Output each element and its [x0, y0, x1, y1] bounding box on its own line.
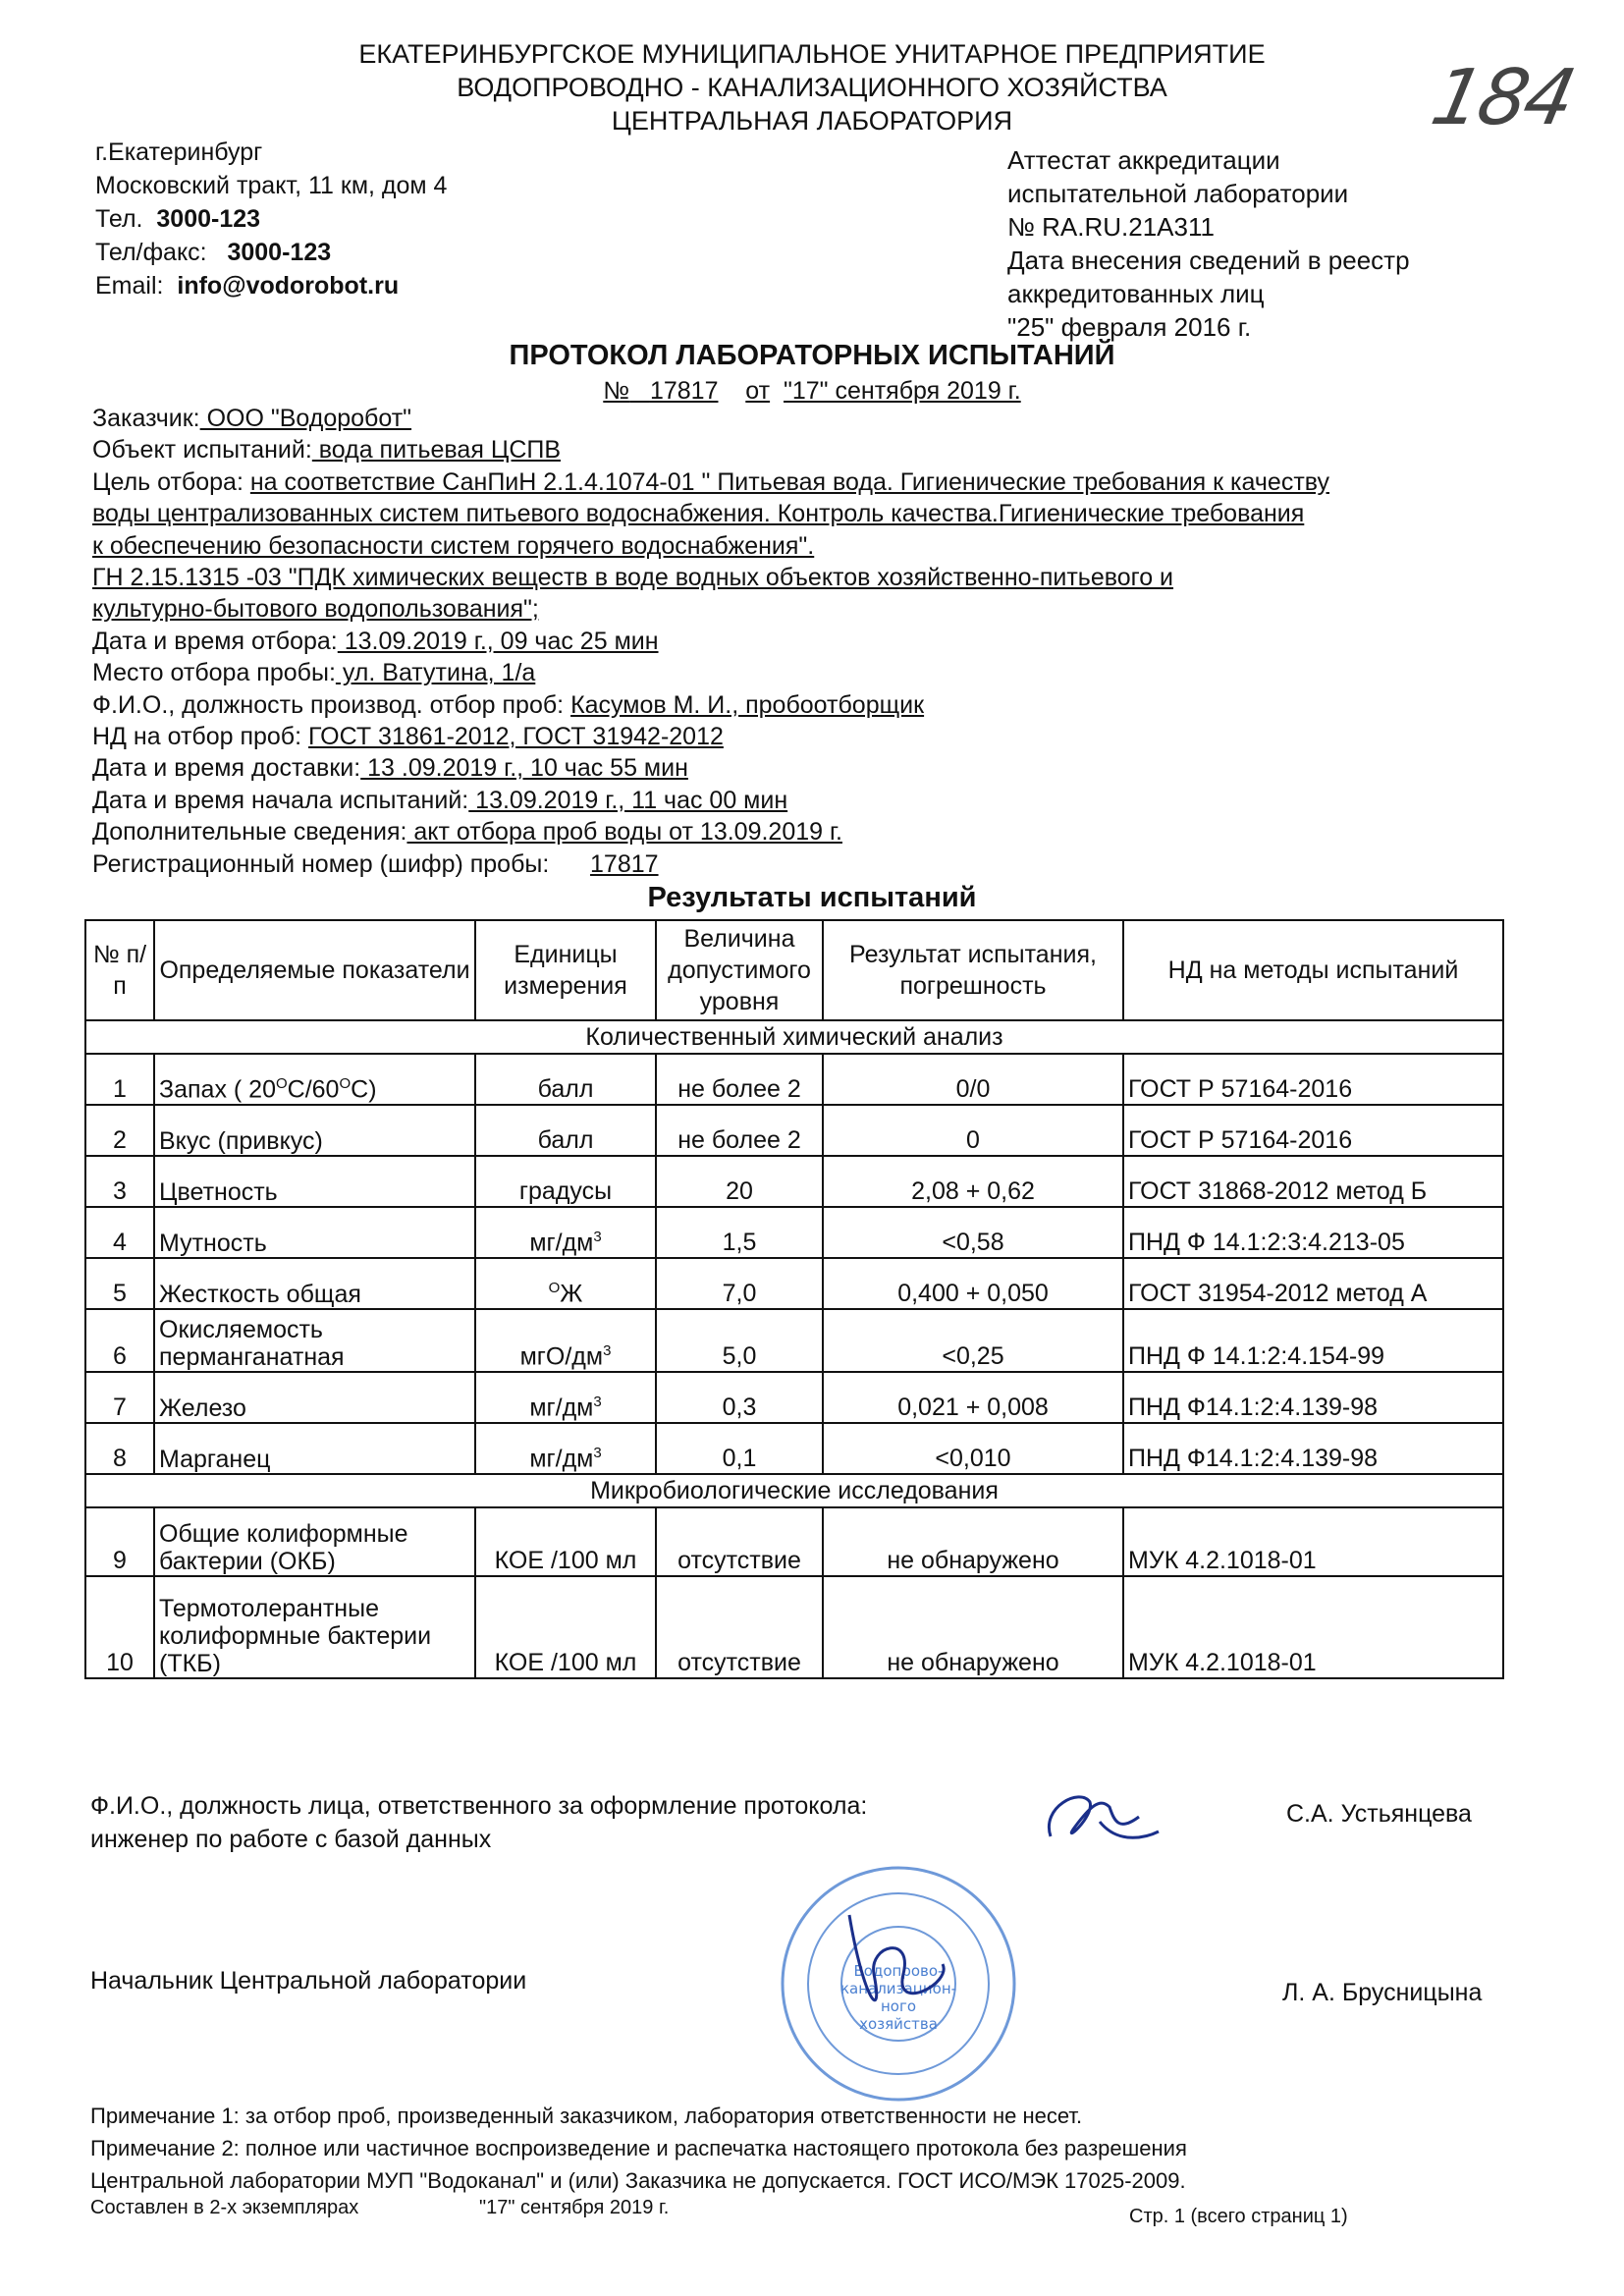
copies-note: Составлен в 2-х экземплярах — [90, 2197, 359, 2218]
registration-row: Регистрационный номер (шифр) пробы: 17817 — [92, 849, 659, 878]
delivery-row: Дата и время доставки: 13 .09.2019 г., 10 час 55 мин — [92, 754, 688, 783]
indicator-name: Цветность — [154, 1156, 475, 1207]
section-title: Микробиологические исследования — [85, 1474, 1503, 1507]
test-method: ГОСТ 31868-2012 метод Б — [1123, 1156, 1503, 1207]
test-method: ПНД Ф14.1:2:4.139-98 — [1123, 1372, 1503, 1423]
indicator-name: Окисляемость перманганатная — [154, 1309, 475, 1372]
row-number: 6 — [85, 1309, 154, 1372]
test-method: ГОСТ 31954-2012 метод А — [1123, 1258, 1503, 1309]
test-result: 0,021 + 0,008 — [823, 1372, 1123, 1423]
svg-text:хозяйства: хозяйства — [859, 2015, 938, 2033]
address-city: г.Екатеринбург — [95, 138, 263, 166]
permissible-level: отсутствие — [656, 1576, 823, 1678]
table-row — [85, 1105, 1503, 1156]
indicator-name: Общие колиформные бактерии (ОКБ) — [154, 1507, 475, 1576]
indicator-name: Мутность — [154, 1207, 475, 1258]
test-result: <0,58 — [823, 1207, 1123, 1258]
address-email: Email: info@vodorobot.ru — [95, 272, 400, 300]
purpose-line: к обеспечению безопасности систем горячего водоснабжения". — [92, 531, 815, 560]
note-1: Примечание 1: за отбор проб, произведенный заказчиком, лаборатория ответственности не несет. — [90, 2104, 1083, 2128]
results-title: Результаты испытаний — [647, 882, 977, 913]
table-row — [85, 1258, 1503, 1309]
header-cell: НД на методы испытаний — [1123, 920, 1503, 1020]
table-row — [85, 1372, 1503, 1423]
responsible-name: С.А. Устьянцева — [1286, 1800, 1472, 1828]
protocol-title: ПРОТОКОЛ ЛАБОРАТОРНЫХ ИСПЫТАНИЙ — [509, 340, 1115, 371]
permissible-level: не более 2 — [656, 1054, 823, 1105]
header-cell: Величина допустимого уровня — [656, 920, 823, 1020]
indicator-name: Жесткость общая — [154, 1258, 475, 1309]
unit: КОЕ /100 мл — [475, 1507, 656, 1576]
unit: $мг/дм^3$ — [475, 1372, 656, 1423]
head-name: Л. А. Брусницына — [1282, 1979, 1483, 2006]
note-2: Примечание 2: полное или частичное воспроизведение и распечатка настоящего протокола без разрешения — [90, 2136, 1187, 2160]
object-row: Объект испытаний: вода питьевая ЦСПВ — [92, 436, 562, 465]
lab-address — [95, 136, 447, 302]
address-tel: Тел. 3000-123 — [95, 205, 261, 233]
org-name-line1: ЕКАТЕРИНБУРГСКОЕ МУНИЦИПАЛЬНОЕ УНИТАРНОЕ ПРЕДПРИЯТИЕ — [358, 39, 1266, 69]
row-number: 4 — [85, 1207, 154, 1258]
row-number: 9 — [85, 1507, 154, 1576]
row-number: 5 — [85, 1258, 154, 1309]
unit: мгО/$дм^3$ — [475, 1309, 656, 1372]
permissible-level: отсутствие — [656, 1507, 823, 1576]
section-row — [85, 1474, 1503, 1507]
note-2-cont: Центральной лаборатории МУП "Водоканал" и (или) Заказчика не допускается. ГОСТ ИСО/МЭК 17025-2009. — [90, 2168, 1186, 2193]
test-start-row: Дата и время начала испытаний: 13.09.2019 г., 11 час 00 мин — [92, 786, 788, 814]
accr-line: Аттестат аккредитации — [1007, 145, 1280, 175]
test-result: 0,400 + 0,050 — [823, 1258, 1123, 1309]
unit: $мг/дм^3$ — [475, 1207, 656, 1258]
address-fax: Тел/факс: 3000-123 — [95, 239, 332, 266]
table-row — [85, 1309, 1503, 1372]
page-info: Стр. 1 (всего страниц 1) — [1129, 2206, 1348, 2227]
test-result: 2,08 + 0,62 — [823, 1156, 1123, 1207]
unit: балл — [475, 1105, 656, 1156]
purpose-line: воды централизованных систем питьевого водоснабжения. Контроль качества.Гигиенические требования — [92, 500, 1305, 528]
table-row — [85, 1156, 1503, 1207]
unit: $^O$Ж — [475, 1258, 656, 1309]
row-number: 2 — [85, 1105, 154, 1156]
test-result: не обнаружено — [823, 1507, 1123, 1576]
test-result: <0,25 — [823, 1309, 1123, 1372]
test-method: ГОСТ Р 57164-2016 — [1123, 1105, 1503, 1156]
header-cell: Результат испытания, погрешность — [823, 920, 1123, 1020]
copies-date: "17" сентября 2019 г. — [479, 2197, 670, 2218]
unit: балл — [475, 1054, 656, 1105]
accr-date: "25" февраля 2016 г. — [1007, 312, 1252, 342]
indicator-name: Марганец — [154, 1423, 475, 1474]
permissible-level: 0,3 — [656, 1372, 823, 1423]
sampling-datetime-row: Дата и время отбора: 13.09.2019 г., 09 час 25 мин — [92, 627, 659, 655]
indicator-name: Железо — [154, 1372, 475, 1423]
org-name-line3: ЦЕНТРАЛЬНАЯ ЛАБОРАТОРИЯ — [611, 106, 1013, 136]
address-street: Московский тракт, 11 км, дом 4 — [95, 172, 448, 199]
org-name-line2: ВОДОПРОВОДНО - КАНАЛИЗАЦИОННОГО ХОЗЯЙСТВА — [457, 73, 1167, 102]
accreditation-block — [1007, 143, 1410, 344]
results-table — [84, 919, 1504, 1679]
test-result: не обнаружено — [823, 1576, 1123, 1678]
indicator-name: Вкус (привкус) — [154, 1105, 475, 1156]
accr-number: № RA.RU.21A311 — [1007, 212, 1215, 242]
purpose-line: культурно-бытового водопользования"; — [92, 595, 539, 624]
svg-text:Водопрово-: Водопрово- — [853, 1962, 944, 1980]
responsible-person — [90, 1789, 867, 1856]
signature-responsible — [1021, 1777, 1168, 1856]
responsible-label: Ф.И.О., должность лица, ответственного за оформление протокола: — [90, 1792, 868, 1820]
sample-info — [92, 403, 1506, 880]
test-method: МУК 4.2.1018-01 — [1123, 1507, 1503, 1576]
permissible-level: 20 — [656, 1156, 823, 1207]
table-row — [85, 1207, 1503, 1258]
accr-line: испытательной лаборатории — [1007, 179, 1349, 208]
purpose-row: Цель отбора: на соответствие СанПиН 2.1.4.1074-01 " Питьевая вода. Гигиенические требования к качеству — [92, 467, 1330, 496]
sampling-nd-row: НД на отбор проб: ГОСТ 31861-2012, ГОСТ 31942-2012 — [92, 723, 724, 751]
table-row — [85, 1576, 1503, 1678]
sampling-place-row: Место отбора пробы: ул. Ватутина, 1/а — [92, 659, 536, 687]
table-row — [85, 1507, 1503, 1576]
row-number: 7 — [85, 1372, 154, 1423]
row-number: 1 — [85, 1054, 154, 1105]
accr-line: Дата внесения сведений в реестр — [1007, 246, 1410, 275]
permissible-level: не более 2 — [656, 1105, 823, 1156]
lab-stamp — [756, 1856, 1041, 2111]
header-cell: № п/п — [85, 920, 154, 1020]
purpose-line: ГН 2.15.1315 -03 "ПДК химических веществ в воде водных объектов хозяйственно-питьевого и — [92, 564, 1174, 592]
permissible-level: 0,1 — [656, 1423, 823, 1474]
header-cell: Единицы измерения — [475, 920, 656, 1020]
protocol-number: № 17817 от "17" сентября 2019 г. — [603, 377, 1021, 405]
unit: $мг/дм^3$ — [475, 1423, 656, 1474]
indicator-name: Термотолерантные колиформные бактерии (ТКБ) — [154, 1576, 475, 1678]
permissible-level: 5,0 — [656, 1309, 823, 1372]
responsible-position: инженер по работе с базой данных — [90, 1826, 492, 1853]
row-number: 8 — [85, 1423, 154, 1474]
table-header-row — [85, 920, 1503, 1020]
test-method: ПНД Ф 14.1:2:3:4.213-05 — [1123, 1207, 1503, 1258]
test-method: МУК 4.2.1018-01 — [1123, 1576, 1503, 1678]
test-result: <0,010 — [823, 1423, 1123, 1474]
svg-text:ного: ного — [880, 1997, 917, 2015]
notes — [90, 2100, 1187, 2197]
test-method: ГОСТ Р 57164-2016 — [1123, 1054, 1503, 1105]
sampler-row: Ф.И.О., должность производ. отбор проб: Касумов М. И., пробоотборщик — [92, 690, 925, 719]
unit: градусы — [475, 1156, 656, 1207]
header-cell: Определяемые показатели — [154, 920, 475, 1020]
section-row — [85, 1020, 1503, 1054]
head-label: Начальник Центральной лаборатории — [90, 1967, 527, 1995]
row-number: 3 — [85, 1156, 154, 1207]
indicator-name: Запах ( $20^OС/60^OС$) — [154, 1054, 475, 1105]
table-row — [85, 1423, 1503, 1474]
svg-text:канализацион-: канализацион- — [839, 1980, 957, 1997]
permissible-level: 7,0 — [656, 1258, 823, 1309]
accr-line: аккредитованных лиц — [1007, 279, 1265, 308]
test-result: 0 — [823, 1105, 1123, 1156]
extra-info-row: Дополнительные сведения: акт отбора проб воды от 13.09.2019 г. — [92, 818, 842, 847]
permissible-level: 1,5 — [656, 1207, 823, 1258]
table-row — [85, 1054, 1503, 1105]
test-method: ПНД Ф14.1:2:4.139-98 — [1123, 1423, 1503, 1474]
unit: КОЕ /100 мл — [475, 1576, 656, 1678]
test-method: ПНД Ф 14.1:2:4.154-99 — [1123, 1309, 1503, 1372]
row-number: 10 — [85, 1576, 154, 1678]
handwritten-page-number: 184 — [1424, 54, 1581, 142]
test-result: 0/0 — [823, 1054, 1123, 1105]
section-title: Количественный химический анализ — [85, 1020, 1503, 1054]
customer-row: Заказчик: ООО "Водоробот" — [92, 405, 412, 432]
